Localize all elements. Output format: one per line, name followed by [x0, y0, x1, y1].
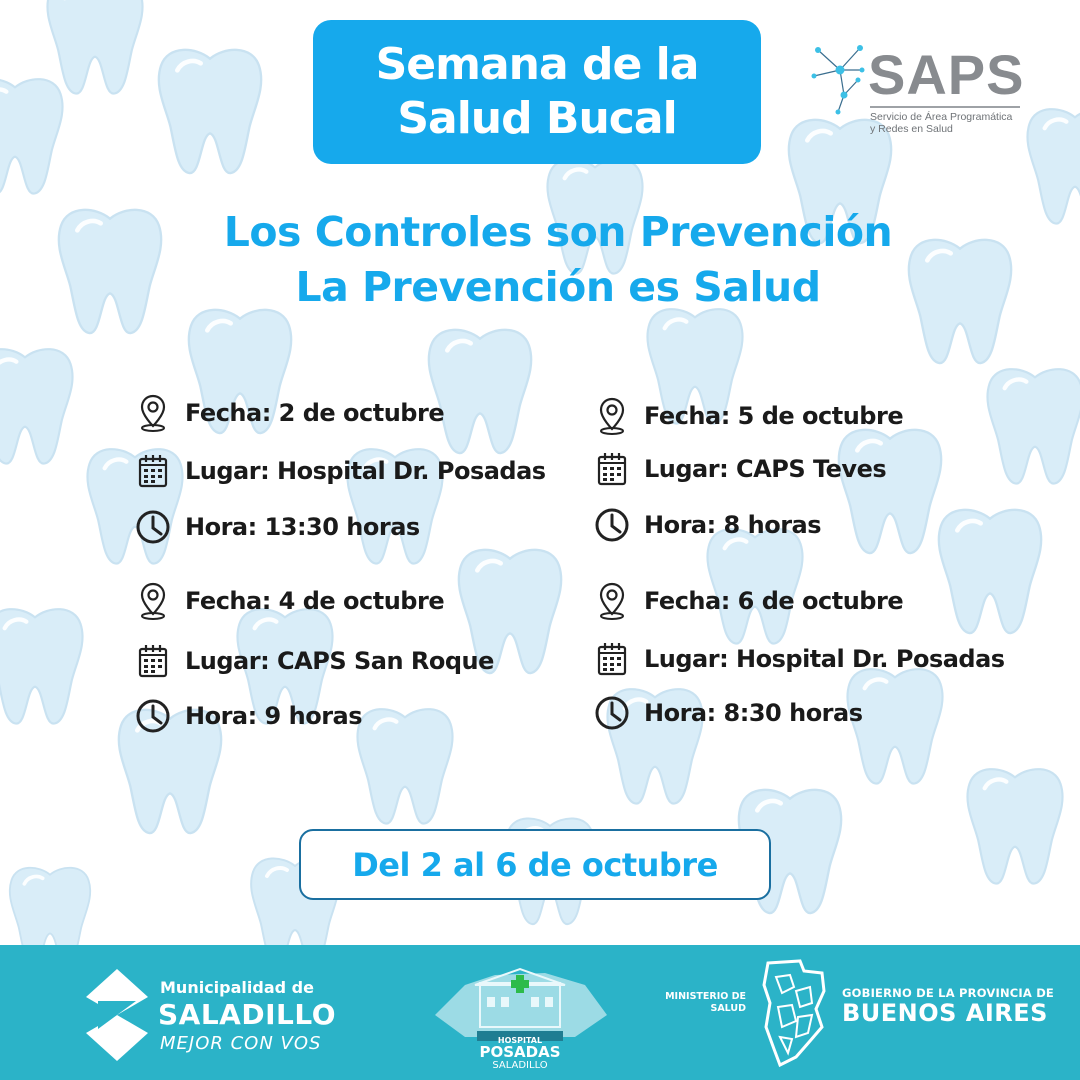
slogan-line-2: La Prevención es Salud — [295, 263, 821, 311]
saps-name: SAPS — [868, 43, 1025, 106]
title-line-1: Semana de la — [375, 39, 699, 90]
municipality-line-1: Municipalidad de — [160, 978, 314, 997]
municipality-line-3: MEJOR CON VOS — [160, 1033, 322, 1054]
event-fecha: Fecha: 6 de octubre — [644, 587, 904, 615]
event-lugar-row — [135, 451, 546, 491]
title-banner — [313, 20, 761, 164]
saps-network-icon — [810, 40, 870, 120]
saladillo-logo-icon — [84, 967, 150, 1063]
event-lugar-row — [594, 639, 1005, 679]
event-hora-row — [594, 505, 821, 545]
calendar-icon — [594, 449, 630, 489]
saps-logo — [810, 30, 1030, 140]
event-lugar: Lugar: Hospital Dr. Posadas — [644, 645, 1005, 673]
event-fecha-row — [135, 393, 444, 433]
event-fecha-row — [135, 581, 444, 621]
location-pin-icon — [594, 396, 630, 436]
saps-subtitle-line-2: y Redes en Salud — [870, 123, 953, 135]
municipality-line-2: SALADILLO — [158, 998, 336, 1031]
clock-icon — [135, 696, 171, 736]
ministry-line-1: MINISTERIO DE — [665, 991, 746, 1002]
slogan-line-1: Los Controles son Prevención — [223, 208, 893, 256]
ministry-line-2: SALUD — [710, 1003, 746, 1014]
event-fecha: Fecha: 4 de octubre — [185, 587, 445, 615]
date-range: Del 2 al 6 de octubre — [352, 845, 718, 884]
location-pin-icon — [594, 581, 630, 621]
location-pin-icon — [135, 581, 171, 621]
clock-icon — [594, 505, 630, 545]
ministry-label — [662, 991, 746, 1015]
buenos-aires-map-icon — [760, 957, 830, 1069]
event-hora: Hora: 8 horas — [644, 511, 822, 539]
calendar-icon — [135, 641, 171, 681]
saps-divider — [870, 106, 1020, 108]
province-line-2: BUENOS AIRES — [842, 999, 1048, 1027]
clock-icon — [594, 693, 630, 733]
municipality-logo — [84, 963, 344, 1063]
calendar-icon — [594, 639, 630, 679]
event-hora-row — [135, 507, 420, 547]
event-hora: Hora: 9 horas — [185, 702, 363, 730]
event-lugar: Lugar: CAPS San Roque — [185, 647, 494, 675]
saps-subtitle-line-1: Servicio de Área Programática — [870, 111, 1013, 123]
event-fecha-row — [594, 581, 903, 621]
event-hora: Hora: 8:30 horas — [644, 699, 863, 727]
event-fecha: Fecha: 2 de octubre — [185, 399, 445, 427]
province-line-1: GOBIERNO DE LA PROVINCIA DE — [842, 986, 1054, 1000]
hospital-name: POSADAS — [479, 1043, 561, 1061]
clock-icon — [135, 507, 171, 547]
event-hora-row — [594, 693, 863, 733]
date-range-box — [299, 829, 771, 900]
event-lugar: Lugar: Hospital Dr. Posadas — [185, 457, 546, 485]
calendar-icon — [135, 451, 171, 491]
event-fecha-row — [594, 396, 903, 436]
hospital-logo — [425, 955, 615, 1075]
event-hora: Hora: 13:30 horas — [185, 513, 420, 541]
event-lugar-row — [135, 641, 494, 681]
hospital-city: SALADILLO — [492, 1060, 548, 1071]
event-lugar: Lugar: CAPS Teves — [644, 455, 887, 483]
event-lugar-row — [594, 449, 886, 489]
title-line-2: Salud Bucal — [397, 93, 677, 144]
event-hora-row — [135, 696, 362, 736]
province-logo — [760, 953, 1060, 1073]
hospital-building-icon — [425, 955, 615, 1045]
location-pin-icon — [135, 393, 171, 433]
hospital-label: HOSPITAL — [497, 1036, 543, 1045]
event-fecha: Fecha: 5 de octubre — [644, 402, 904, 430]
saps-subtitle — [870, 111, 1030, 135]
footer-bar — [0, 945, 1080, 1080]
